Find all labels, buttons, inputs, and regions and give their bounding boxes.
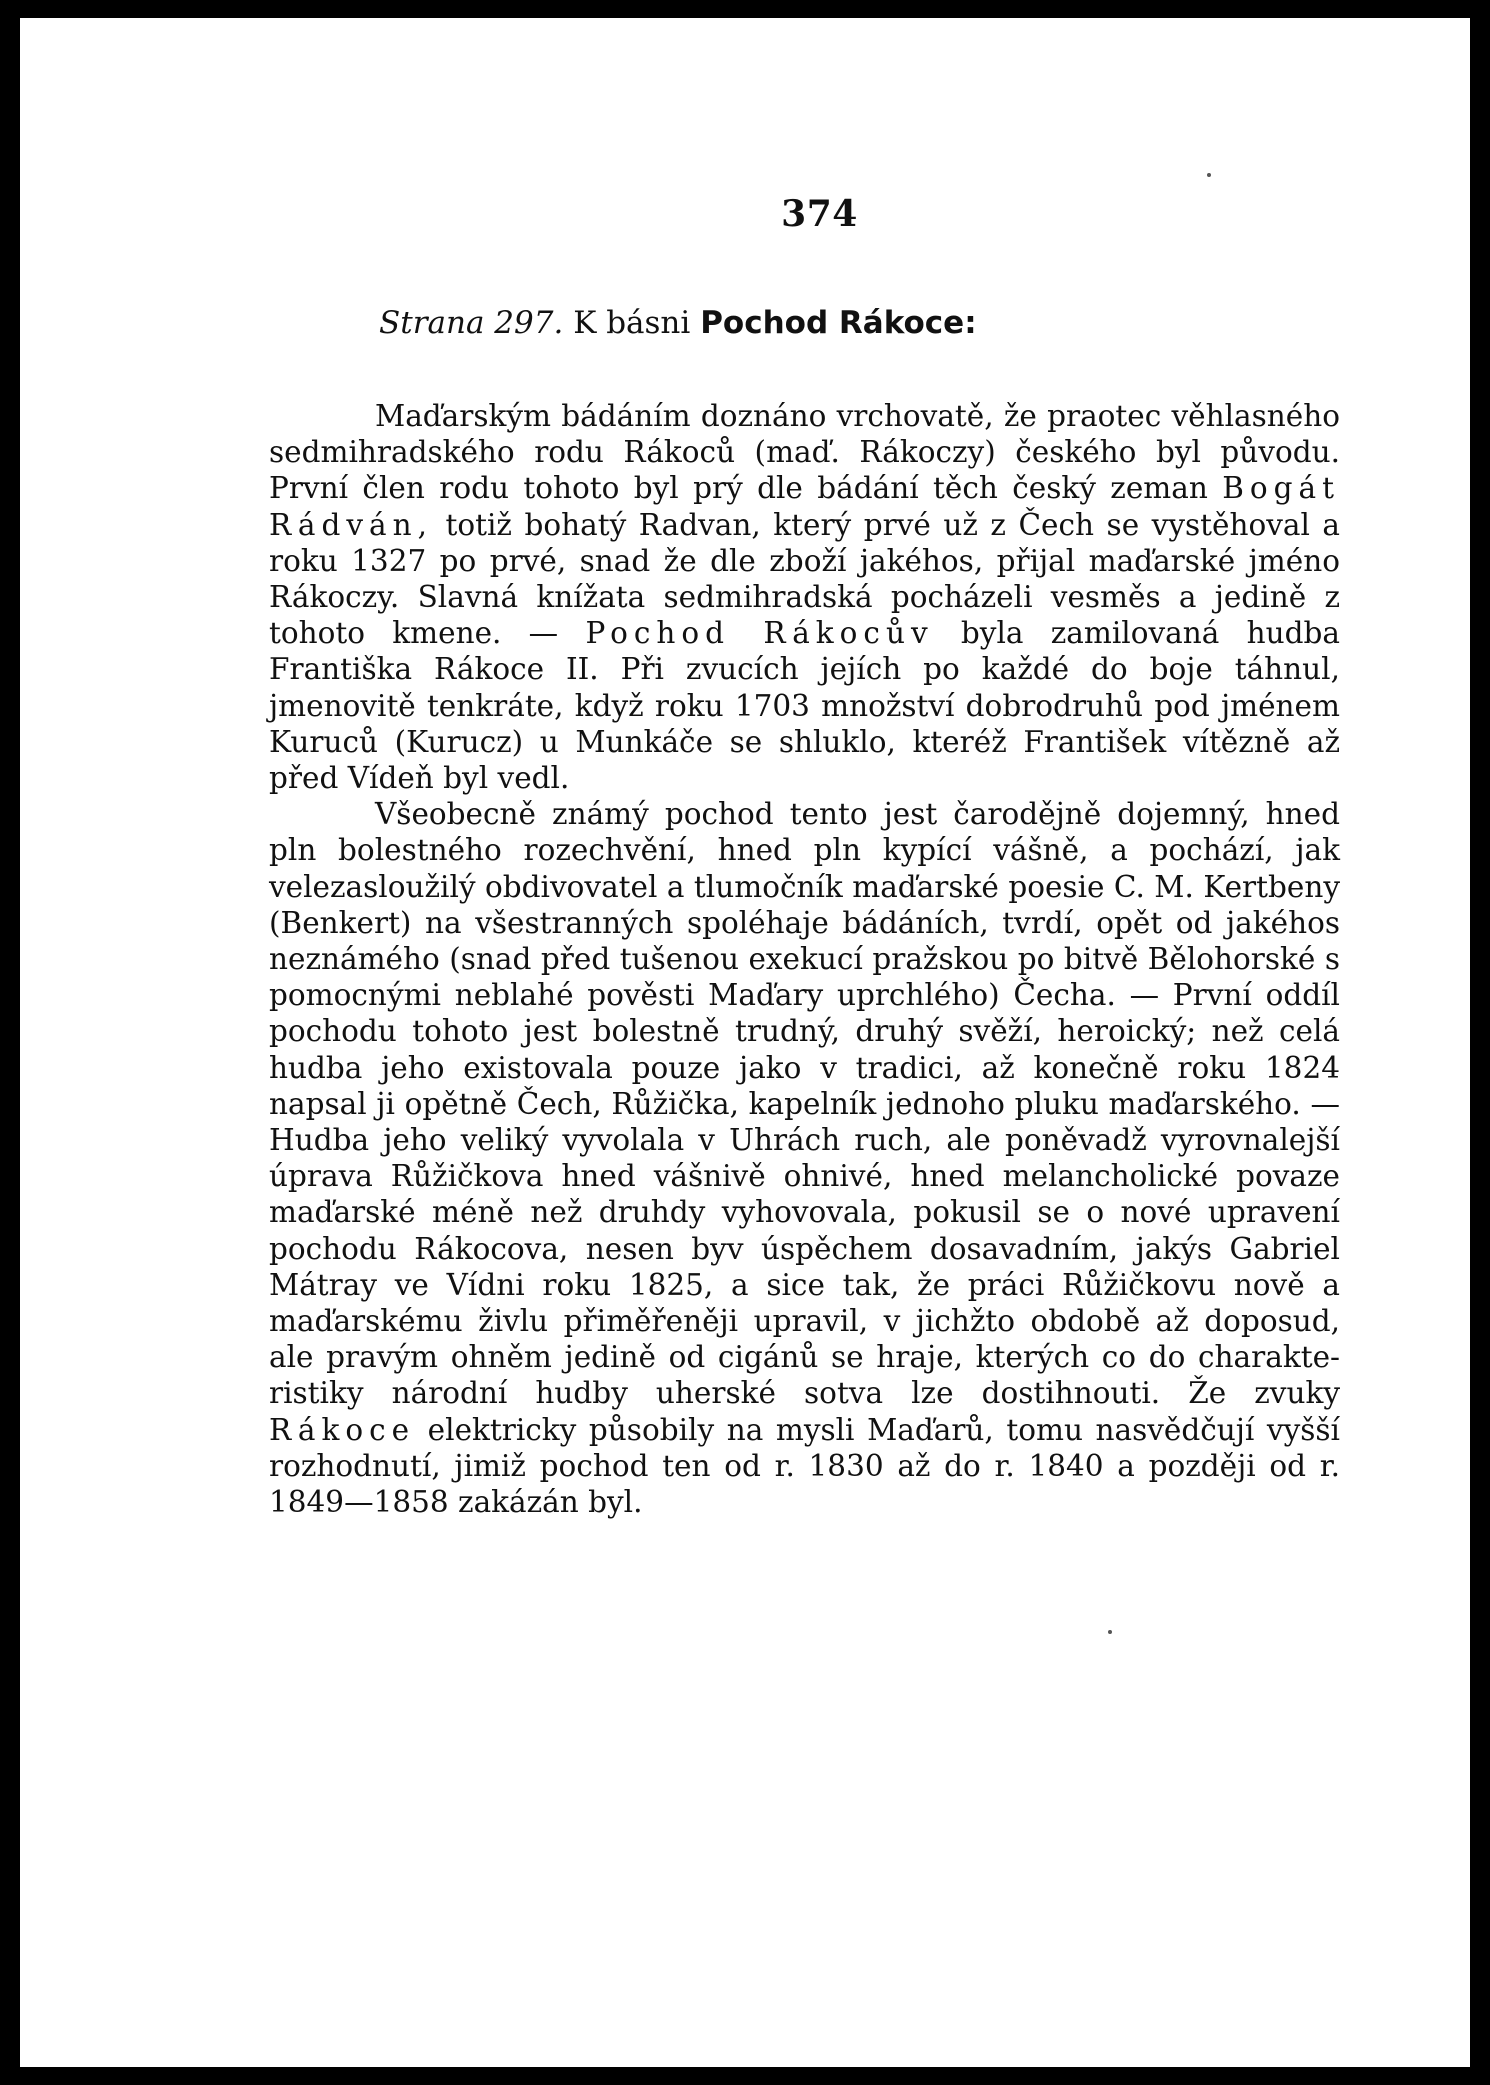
- paragraph-origin: [269, 398, 1340, 796]
- heading-k-basni: K básni: [573, 305, 691, 341]
- paragraph-text: totiž bohatý Radvan, který prvé už z Čech se vystěhoval a roku 1327 po prvé, snad že dle zboží jakéhos, přijal maďarské jméno Rákoczy. Slavná knížata sedmihradská pocházeli vesměs a jedině z tohoto kmene. —: [269, 507, 1340, 651]
- paragraph-text: byla zamilovaná hudba Františka Rákoce II. Při zvucích jejích po každé do boje táhnul, jmenovitě tenkráte, když roku 1703 množství dobrodruhů pod jménem Kuruců (Kurucz) u Munkáče se shluklo, kteréž František vítězně až před Vídeň byl vedl.: [269, 616, 1340, 796]
- page-content: [269, 190, 1340, 1520]
- paragraph-text: elektricky působily na mysli Maďarů, tomu nasvědčují vyšší rozhodnutí, jimiž pochod ten od r. 1830 až do r. 1840 a později od r. 1849—1858 zakázán byl.: [269, 1412, 1340, 1520]
- page-number: 374: [781, 193, 858, 235]
- heading-poem-title: Pochod Rákoce:: [700, 305, 977, 341]
- spaced-march-title: Pochod Rákocův: [585, 616, 934, 651]
- speck-mark: [1108, 1630, 1112, 1634]
- section-heading: [269, 302, 1340, 344]
- spaced-name: Bogát Rádván,: [269, 471, 1340, 542]
- paragraph-text: Všeobecně známý pochod tento jest čarodějně dojemný, hned pln bolestného rozechvění, hned pln kypící vášně, a pochází, jak velezasloužilý obdivovatel a tlumočník maďarské poesie C. M. Kertbeny (Benkert) na všestranných spoléhaje bádáních, tvrdí, opět od jakéhos neznámého (snad před tušenou exekucí pražskou po bitvě Bělohorské s pomocnými neblahé pověsti Maďary uprchlého) Čecha. — První oddíl pochodu tohoto jest bolestně trudný, druhý svěží, heroický; než celá hudba jeho existovala pouze jako v tradici, až konečně roku 1824 napsal ji opětně Čech, Růžička, kapelník jednoho pluku maďarského. — Hudba jeho veliký vyvolala v Uhrách ruch, ale poněvadž vyrovnalejší úprava Růžičkova hned vášnivě ohnivé, hned melancholické povaze maďarské méně než druhdy vyhovovala, pokusil se o nové upravení pochodu Rákocova, nesen byv úspěchem dosavadním, jakýs Gabriel Mátray ve Vídni roku 1825, a sice tak, že práci Růžičkovu nově a maďarskému živlu přiměřeněji upravil, v jichžto obdobě až doposud, ale pravým ohněm jedině od cigánů se hraje, kterých co do charakteristiky národní hudby uherské sotva lze dostihnouti. Že zvuky: [269, 797, 1340, 1411]
- paragraph-text: Maďarským bádáním doznáno vrchovatě, že praotec věhlasného sedmihradského rodu Rákoců (maď. Rákoczy) českého byl původu. První člen rodu tohoto byl prý dle bádání těch český zeman: [269, 399, 1340, 506]
- paragraph-march-history: [269, 796, 1340, 1520]
- speck-mark: [1207, 173, 1211, 177]
- heading-page-reference: Strana 297.: [379, 305, 564, 341]
- spaced-march-name: Rákoce: [269, 1412, 416, 1447]
